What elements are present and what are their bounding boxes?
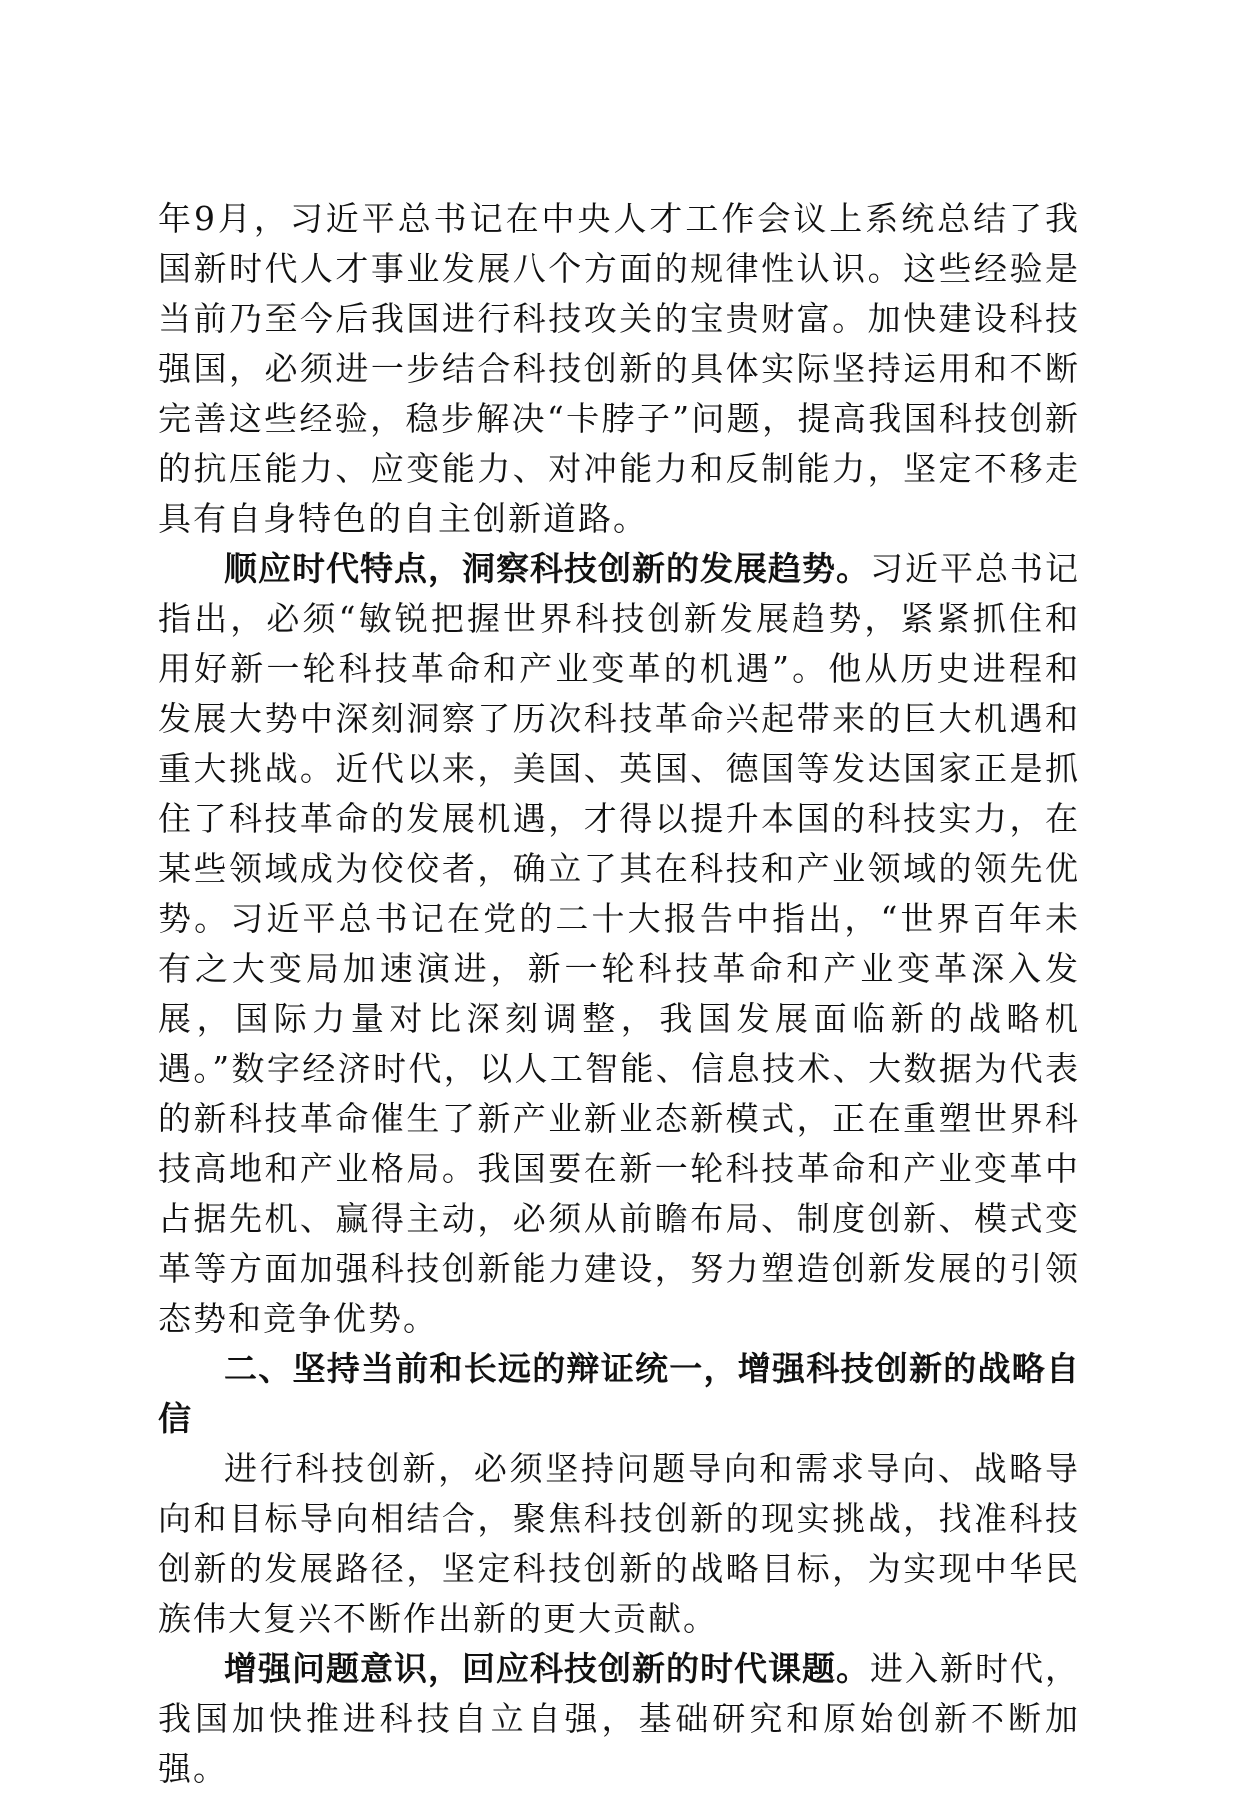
paragraph-continuation xyxy=(158,194,1080,544)
section-heading xyxy=(158,1344,1080,1444)
paragraph-text: 进行科技创新，必须坚持问题导向和需求导向、战略导向和目标导向相结合，聚焦科技创新的现实挑战，找准科技创新的发展路径，坚定科技创新的战略目标，为实现中华民族伟大复兴不断作出新的更大贡献。 xyxy=(158,1449,1080,1638)
document-body xyxy=(158,194,1080,1794)
paragraph-text: 进入新时代，我国加快推进科技自立自强，基础研究和原始创新不断加强。 xyxy=(158,1649,1080,1788)
paragraph-lead-bold: 顺应时代特点，洞察科技创新的发展趋势。 xyxy=(224,549,870,588)
paragraph-intro xyxy=(158,1444,1080,1644)
paragraph-trend xyxy=(158,544,1080,1344)
paragraph-text: 习近平总书记指出，必须“敏锐把握世界科技创新发展趋势，紧紧抓住和用好新一轮科技革命和产业变革的机遇”。他从历史进程和发展大势中深刻洞察了历次科技革命兴起带来的巨大机遇和重大挑战。近代以来，美国、英国、德国等发达国家正是抓住了科技革命的发展机遇，才得以提升本国的科技实力，在某些领域成为佼佼者，确立了其在科技和产业领域的领先优势。习近平总书记在党的二十大报告中指出，“世界百年未有之大变局加速演进，新一轮科技革命和产业变革深入发展，国际力量对比深刻调整，我国发展面临新的战略机遇。”数字经济时代，以人工智能、信息技术、大数据为代表的新科技革命催生了新产业新业态新模式，正在重塑世界科技高地和产业格局。我国要在新一轮科技革命和产业变革中占据先机、赢得主动，必须从前瞻布局、制度创新、模式变革等方面加强科技创新能力建设，努力塑造创新发展的引领态势和竞争优势。 xyxy=(158,549,1080,1338)
paragraph-problem-awareness xyxy=(158,1644,1080,1794)
paragraph-lead-bold: 增强问题意识，回应科技创新的时代课题。 xyxy=(224,1649,870,1688)
section-heading-text: 二、坚持当前和长远的辩证统一，增强科技创新的战略自信 xyxy=(158,1349,1080,1438)
paragraph-text: 年9月，习近平总书记在中央人才工作会议上系统总结了我国新时代人才事业发展八个方面的规律性认识。这些经验是当前乃至今后我国进行科技攻关的宝贵财富。加快建设科技强国，必须进一步结合科技创新的具体实际坚持运用和不断完善这些经验，稳步解决“卡脖子”问题，提高我国科技创新的抗压能力、应变能力、对冲能力和反制能力，坚定不移走具有自身特色的自主创新道路。 xyxy=(158,199,1080,538)
